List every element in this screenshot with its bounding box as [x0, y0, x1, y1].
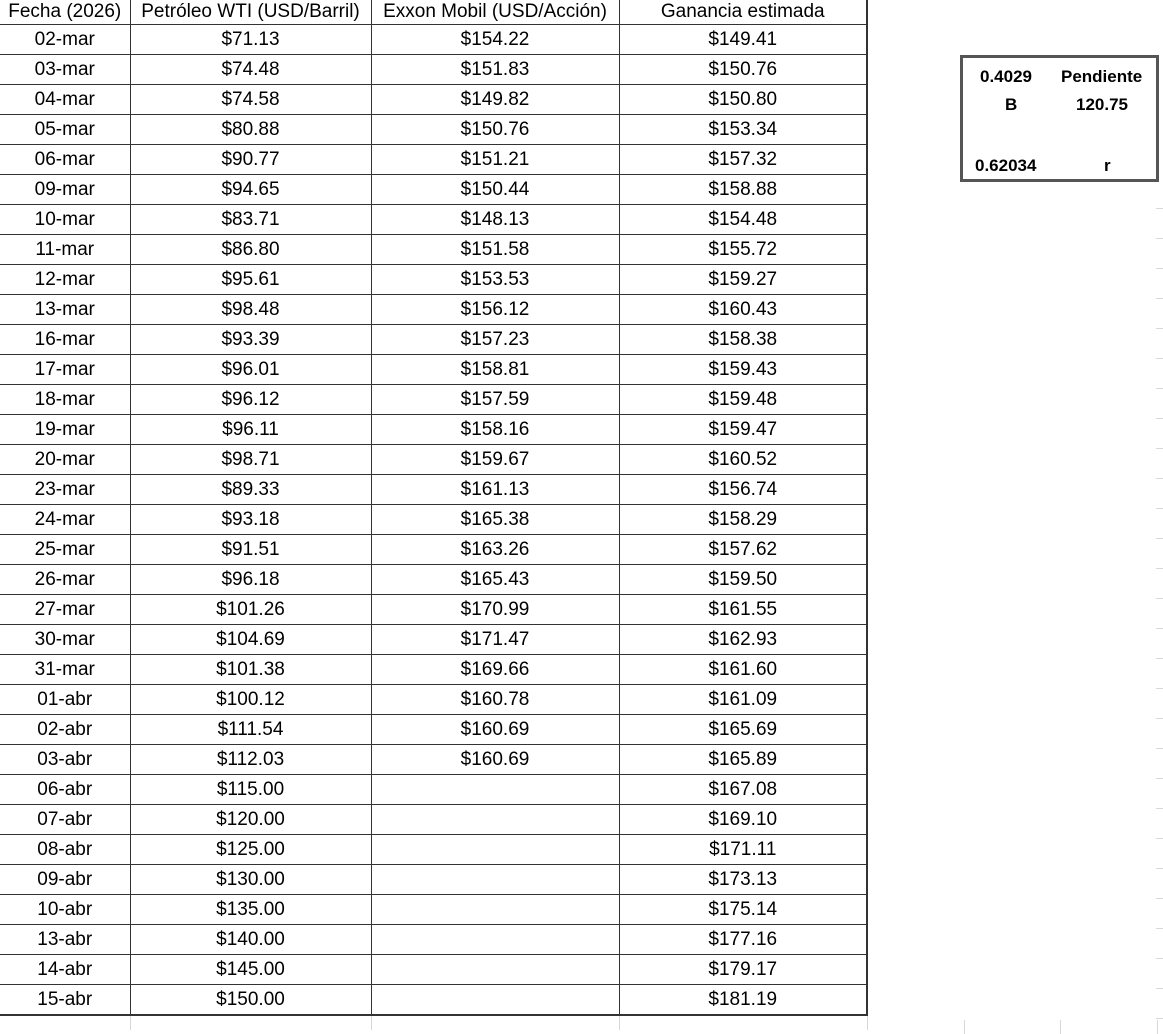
- table-row: [0, 415, 867, 445]
- table-cell[interactable]: 31-mar: [0, 655, 130, 685]
- table-cell[interactable]: $71.13: [130, 25, 371, 55]
- table-cell[interactable]: $171.11: [619, 835, 867, 865]
- table-cell[interactable]: $125.00: [130, 835, 371, 865]
- table-cell[interactable]: $140.00: [130, 925, 371, 955]
- table-cell[interactable]: $155.72: [619, 235, 867, 265]
- table-cell[interactable]: 10-abr: [0, 895, 130, 925]
- slope-value[interactable]: 0.4029: [980, 67, 1032, 86]
- table-cell[interactable]: $157.59: [371, 385, 619, 415]
- table-cell[interactable]: $169.66: [371, 655, 619, 685]
- table-cell[interactable]: $170.99: [371, 595, 619, 625]
- gridline-tick: [1156, 358, 1163, 359]
- table-row: [0, 145, 867, 175]
- table-row: [0, 805, 867, 835]
- gridline-tick: [1156, 868, 1163, 869]
- table-cell[interactable]: $158.16: [371, 415, 619, 445]
- table-cell[interactable]: 30-mar: [0, 625, 130, 655]
- table-cell[interactable]: $150.76: [371, 115, 619, 145]
- gridline-tick: [1156, 778, 1163, 779]
- table-cell[interactable]: $160.52: [619, 445, 867, 475]
- table-row: [0, 745, 867, 775]
- table-cell[interactable]: $80.88: [130, 115, 371, 145]
- table-cell[interactable]: $150.00: [130, 985, 371, 1016]
- empty-cell[interactable]: [0, 1015, 130, 1030]
- gridline-tick: [1156, 628, 1163, 629]
- table-cell[interactable]: [371, 955, 619, 985]
- table-cell[interactable]: $154.48: [619, 205, 867, 235]
- table-cell[interactable]: [371, 805, 619, 835]
- table-cell[interactable]: $100.12: [130, 685, 371, 715]
- table-cell[interactable]: 06-abr: [0, 775, 130, 805]
- table-cell[interactable]: $167.08: [619, 775, 867, 805]
- table-cell[interactable]: $159.47: [619, 415, 867, 445]
- gridline-tick: [1156, 388, 1163, 389]
- table-cell[interactable]: $151.83: [371, 55, 619, 85]
- table-cell[interactable]: 03-abr: [0, 745, 130, 775]
- table-cell[interactable]: 15-abr: [0, 985, 130, 1016]
- gridline-tick: [1156, 838, 1163, 839]
- table-cell[interactable]: $171.47: [371, 625, 619, 655]
- table-cell[interactable]: $158.81: [371, 355, 619, 385]
- table-row: [0, 505, 867, 535]
- table-cell[interactable]: $151.58: [371, 235, 619, 265]
- table-cell[interactable]: $94.65: [130, 175, 371, 205]
- table-cell[interactable]: $83.71: [130, 205, 371, 235]
- table-row: [0, 265, 867, 295]
- gridline-tick: [1156, 538, 1163, 539]
- table-cell[interactable]: $101.38: [130, 655, 371, 685]
- table-cell[interactable]: $161.55: [619, 595, 867, 625]
- table-cell[interactable]: $90.77: [130, 145, 371, 175]
- correlation-value[interactable]: 0.62034: [975, 156, 1037, 175]
- table-cell[interactable]: 11-mar: [0, 235, 130, 265]
- table-row: [0, 655, 867, 685]
- table-cell[interactable]: [371, 865, 619, 895]
- table-cell[interactable]: $160.43: [619, 295, 867, 325]
- table-cell[interactable]: 17-mar: [0, 355, 130, 385]
- table-row: [0, 565, 867, 595]
- table-cell[interactable]: 09-abr: [0, 865, 130, 895]
- table-cell[interactable]: $165.43: [371, 565, 619, 595]
- table-row: [0, 955, 867, 985]
- table-cell[interactable]: $74.58: [130, 85, 371, 115]
- table-cell[interactable]: $158.29: [619, 505, 867, 535]
- table-cell[interactable]: [371, 895, 619, 925]
- table-cell[interactable]: $181.19: [619, 985, 867, 1016]
- table-cell[interactable]: 26-mar: [0, 565, 130, 595]
- header-cell-gain[interactable]: Ganancia estimada: [619, 0, 867, 25]
- table-cell[interactable]: $156.12: [371, 295, 619, 325]
- table-row: [0, 295, 867, 325]
- table-cell[interactable]: 08-abr: [0, 835, 130, 865]
- table-cell[interactable]: $160.69: [371, 745, 619, 775]
- table-cell[interactable]: 19-mar: [0, 415, 130, 445]
- regression-stats-box: [960, 55, 1159, 182]
- table-cell[interactable]: 03-mar: [0, 55, 130, 85]
- table-cell[interactable]: $153.53: [371, 265, 619, 295]
- table-cell[interactable]: $160.78: [371, 685, 619, 715]
- table-cell[interactable]: $93.18: [130, 505, 371, 535]
- table-cell[interactable]: $115.00: [130, 775, 371, 805]
- table-row: [0, 775, 867, 805]
- table-cell[interactable]: $161.13: [371, 475, 619, 505]
- intercept-label[interactable]: B: [1005, 95, 1018, 114]
- table-cell[interactable]: $96.11: [130, 415, 371, 445]
- table-cell[interactable]: $120.00: [130, 805, 371, 835]
- table-cell[interactable]: $179.17: [619, 955, 867, 985]
- table-cell[interactable]: $150.76: [619, 55, 867, 85]
- table-cell[interactable]: 24-mar: [0, 505, 130, 535]
- header-cell-wti[interactable]: Petróleo WTI (USD/Barril): [130, 0, 371, 25]
- table-cell[interactable]: $159.67: [371, 445, 619, 475]
- table-cell[interactable]: $150.80: [619, 85, 867, 115]
- gridline-tick: [1156, 808, 1163, 809]
- gridline-tick: [1156, 988, 1163, 989]
- table-cell[interactable]: $96.18: [130, 565, 371, 595]
- table-row: [0, 235, 867, 265]
- gridline-tick: [1156, 958, 1163, 959]
- table-row: [0, 85, 867, 115]
- table-cell[interactable]: 25-mar: [0, 535, 130, 565]
- table-cell[interactable]: $151.21: [371, 145, 619, 175]
- table-cell[interactable]: 16-mar: [0, 325, 130, 355]
- table-row: [0, 835, 867, 865]
- table-cell[interactable]: $96.12: [130, 385, 371, 415]
- table-row: [0, 985, 867, 1016]
- gridline-tick: [1156, 658, 1163, 659]
- gridline-tick: [1156, 298, 1163, 299]
- table-cell[interactable]: 07-abr: [0, 805, 130, 835]
- table-row: [0, 685, 867, 715]
- table-cell[interactable]: $159.27: [619, 265, 867, 295]
- table-cell[interactable]: $91.51: [130, 535, 371, 565]
- header-row: [0, 0, 867, 25]
- gridline-tick: [1156, 508, 1163, 509]
- table-cell[interactable]: $89.33: [130, 475, 371, 505]
- table-cell[interactable]: 13-abr: [0, 925, 130, 955]
- gridline: [1157, 1020, 1158, 1034]
- table-cell[interactable]: $93.39: [130, 325, 371, 355]
- table-cell[interactable]: 27-mar: [0, 595, 130, 625]
- table-cell[interactable]: $135.00: [130, 895, 371, 925]
- table-cell[interactable]: $157.23: [371, 325, 619, 355]
- gridline-tick: [1156, 328, 1163, 329]
- table-cell[interactable]: 05-mar: [0, 115, 130, 145]
- table-cell[interactable]: 06-mar: [0, 145, 130, 175]
- gridline: [964, 1020, 965, 1034]
- table-row: [0, 205, 867, 235]
- table-cell[interactable]: $165.38: [371, 505, 619, 535]
- gridline-tick: [1156, 568, 1163, 569]
- table-cell[interactable]: $95.61: [130, 265, 371, 295]
- table-cell[interactable]: 14-abr: [0, 955, 130, 985]
- table-cell[interactable]: $149.82: [371, 85, 619, 115]
- table-cell[interactable]: 23-mar: [0, 475, 130, 505]
- table-cell[interactable]: $158.88: [619, 175, 867, 205]
- table-cell[interactable]: $177.16: [619, 925, 867, 955]
- table-cell[interactable]: $149.41: [619, 25, 867, 55]
- table-row: [0, 925, 867, 955]
- table-row: [0, 355, 867, 385]
- gridline-tick: [1156, 478, 1163, 479]
- table-cell[interactable]: $159.48: [619, 385, 867, 415]
- gridline-tick: [1156, 598, 1163, 599]
- table-cell[interactable]: $98.71: [130, 445, 371, 475]
- table-cell[interactable]: $158.38: [619, 325, 867, 355]
- table-cell[interactable]: $173.13: [619, 865, 867, 895]
- table-cell[interactable]: $154.22: [371, 25, 619, 55]
- table-cell[interactable]: 04-mar: [0, 85, 130, 115]
- table-cell[interactable]: $130.00: [130, 865, 371, 895]
- table-cell[interactable]: [371, 985, 619, 1016]
- table-row: [0, 535, 867, 565]
- table-cell[interactable]: $74.48: [130, 55, 371, 85]
- table-cell[interactable]: $150.44: [371, 175, 619, 205]
- table-cell[interactable]: [371, 775, 619, 805]
- table-cell[interactable]: $160.69: [371, 715, 619, 745]
- table-cell[interactable]: $104.69: [130, 625, 371, 655]
- empty-cell[interactable]: [619, 1015, 867, 1030]
- table-cell[interactable]: $159.50: [619, 565, 867, 595]
- table-cell[interactable]: $86.80: [130, 235, 371, 265]
- table-cell[interactable]: 02-abr: [0, 715, 130, 745]
- gridline-tick: [1156, 1018, 1163, 1019]
- slope-label[interactable]: Pendiente: [1061, 67, 1143, 86]
- header-cell-exxon[interactable]: Exxon Mobil (USD/Acción): [371, 0, 619, 25]
- correlation-label[interactable]: r: [1104, 156, 1111, 175]
- empty-cell[interactable]: [130, 1015, 371, 1030]
- table-cell[interactable]: $169.10: [619, 805, 867, 835]
- header-cell-date[interactable]: Fecha (2026): [0, 0, 130, 25]
- table-row: [0, 715, 867, 745]
- table-row: [0, 175, 867, 205]
- table-cell[interactable]: $111.54: [130, 715, 371, 745]
- gridline-tick: [1156, 208, 1163, 209]
- table-cell[interactable]: $157.62: [619, 535, 867, 565]
- gridline-tick: [1156, 238, 1163, 239]
- table-cell[interactable]: $112.03: [130, 745, 371, 775]
- table-cell[interactable]: $145.00: [130, 955, 371, 985]
- table-cell[interactable]: $159.43: [619, 355, 867, 385]
- table-cell[interactable]: 01-abr: [0, 685, 130, 715]
- table-cell[interactable]: 13-mar: [0, 295, 130, 325]
- table-cell[interactable]: $153.34: [619, 115, 867, 145]
- table-cell[interactable]: $165.89: [619, 745, 867, 775]
- table-cell[interactable]: 20-mar: [0, 445, 130, 475]
- table-cell[interactable]: $161.09: [619, 685, 867, 715]
- table-cell[interactable]: 09-mar: [0, 175, 130, 205]
- table-row: [0, 385, 867, 415]
- gridline-tick: [1156, 418, 1163, 419]
- table-row: [0, 595, 867, 625]
- table-row: [0, 895, 867, 925]
- gridline-tick: [1156, 688, 1163, 689]
- empty-row: [0, 1015, 867, 1030]
- table-row: [0, 55, 867, 85]
- table-cell[interactable]: 18-mar: [0, 385, 130, 415]
- table-row: [0, 25, 867, 55]
- table-row: [0, 115, 867, 145]
- table-cell[interactable]: $157.32: [619, 145, 867, 175]
- table-cell[interactable]: $163.26: [371, 535, 619, 565]
- gridline-tick: [1156, 928, 1163, 929]
- gridline-tick: [1156, 898, 1163, 899]
- table-cell[interactable]: $165.69: [619, 715, 867, 745]
- table-cell[interactable]: 10-mar: [0, 205, 130, 235]
- table-cell[interactable]: $156.74: [619, 475, 867, 505]
- table-row: [0, 625, 867, 655]
- gridline-tick: [1156, 718, 1163, 719]
- table-cell[interactable]: [371, 925, 619, 955]
- table-cell[interactable]: $148.13: [371, 205, 619, 235]
- table-cell[interactable]: 02-mar: [0, 25, 130, 55]
- table-row: [0, 325, 867, 355]
- table-row: [0, 865, 867, 895]
- table-cell[interactable]: $161.60: [619, 655, 867, 685]
- gridline-tick: [1156, 268, 1163, 269]
- table-row: [0, 475, 867, 505]
- intercept-value[interactable]: 120.75: [1076, 95, 1128, 114]
- table-cell[interactable]: $96.01: [130, 355, 371, 385]
- gridline-tick: [1156, 448, 1163, 449]
- gridline-tick: [1156, 748, 1163, 749]
- gridline: [1060, 1020, 1061, 1034]
- table-row: [0, 445, 867, 475]
- table-cell[interactable]: [371, 835, 619, 865]
- table-cell[interactable]: $98.48: [130, 295, 371, 325]
- table-cell[interactable]: $162.93: [619, 625, 867, 655]
- empty-cell[interactable]: [371, 1015, 619, 1030]
- table-cell[interactable]: 12-mar: [0, 265, 130, 295]
- table-cell[interactable]: $101.26: [130, 595, 371, 625]
- table-cell[interactable]: $175.14: [619, 895, 867, 925]
